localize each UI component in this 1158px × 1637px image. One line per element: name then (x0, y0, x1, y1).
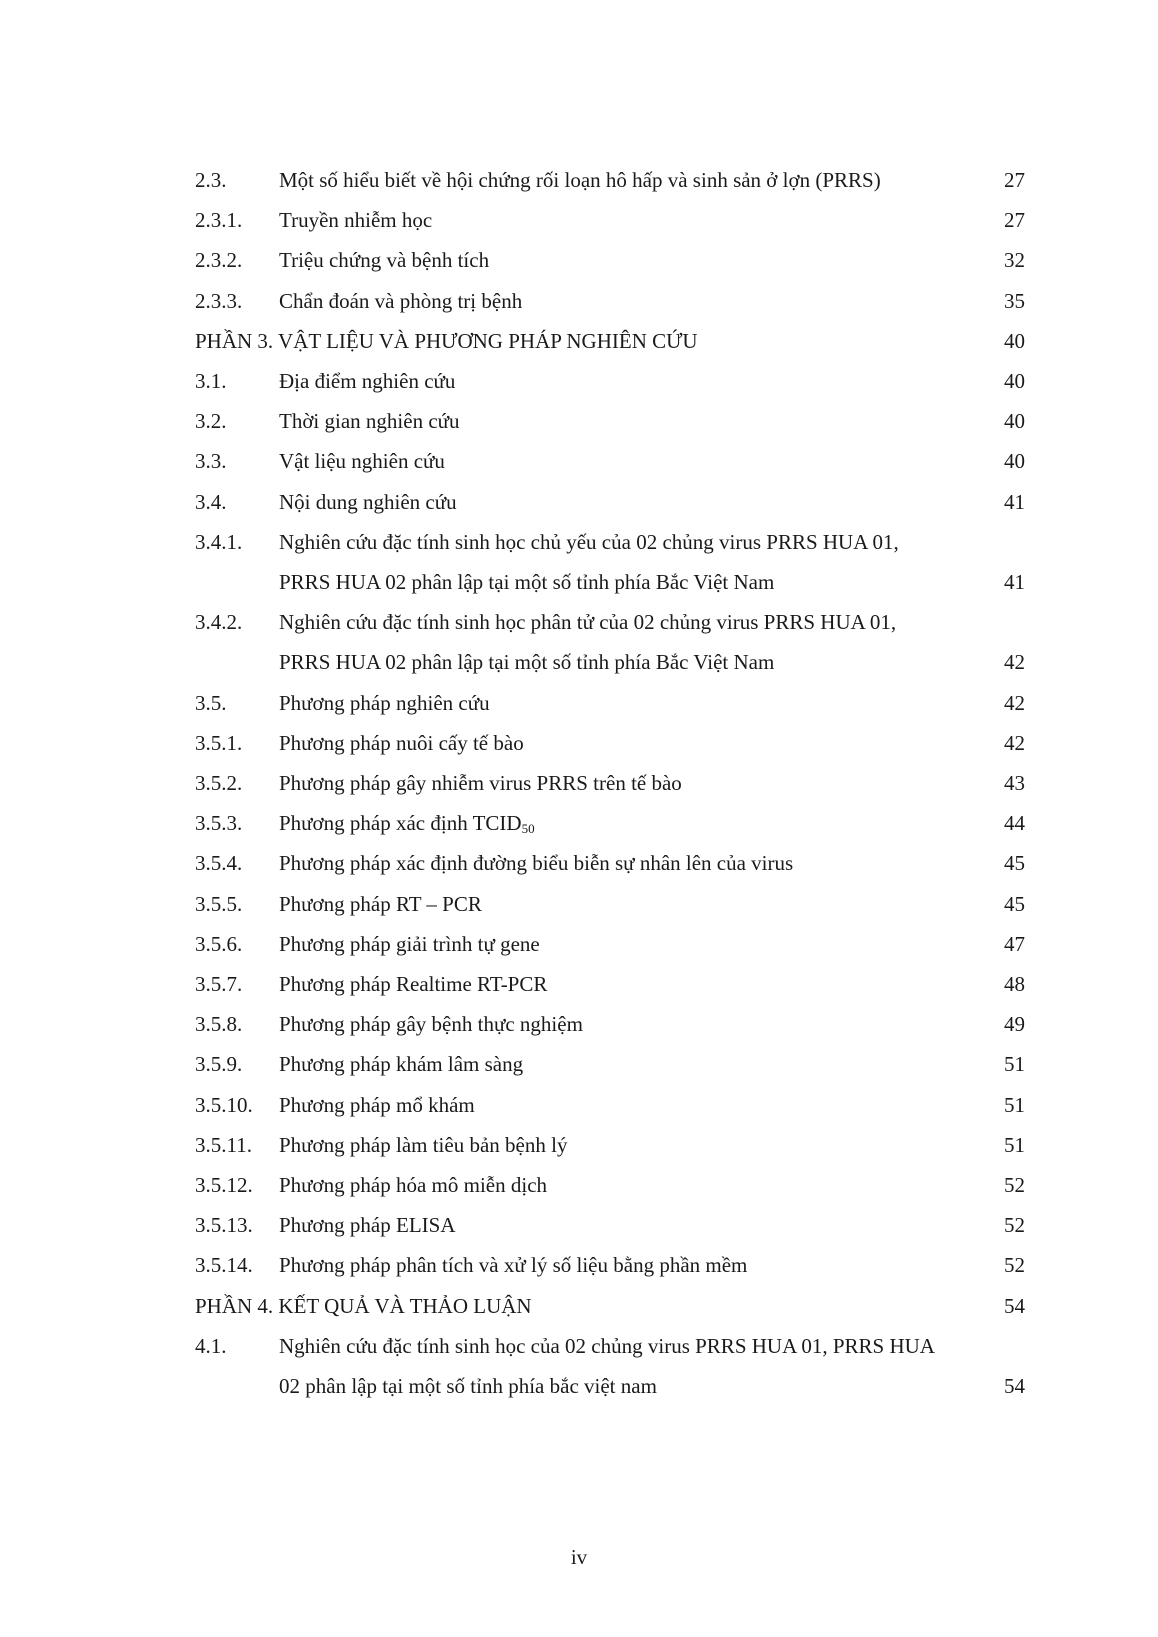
toc-entry-title: Phương pháp nuôi cấy tế bào (279, 730, 524, 755)
toc-entry[interactable] (195, 240, 1025, 280)
toc-entry-page: 35 (1004, 288, 1025, 313)
toc-entry[interactable] (195, 723, 1025, 763)
toc-entry[interactable] (195, 522, 1025, 602)
toc-entry-page: 42 (1004, 730, 1025, 755)
toc-entry-page: 40 (1004, 449, 1025, 474)
toc-entry-title: Phương pháp làm tiêu bản bệnh lý (279, 1132, 568, 1157)
toc-entry-page: 51 (1004, 1132, 1025, 1157)
toc-entry-title-subscript: 50 (521, 821, 535, 837)
toc-entry-number: 3.4. (195, 489, 227, 514)
toc-entry[interactable] (195, 683, 1025, 723)
toc-entry[interactable] (195, 924, 1025, 964)
toc-entry-title-text: Phương pháp xác định TCID (279, 811, 522, 836)
toc-entry-page: 41 (1004, 570, 1025, 595)
toc-entry-title: PHẦN 4. KẾT QUẢ VÀ THẢO LUẬN (195, 1293, 532, 1318)
toc-entry-page: 49 (1004, 1012, 1025, 1037)
toc-entry-title: Phương pháp RT – PCR (279, 891, 482, 916)
toc-part-heading[interactable] (195, 321, 1025, 361)
toc-entry[interactable] (195, 160, 1025, 200)
toc-entry[interactable] (195, 1326, 1025, 1406)
toc-entry-number: 3.5.14. (195, 1253, 253, 1278)
toc-entry-title: Phương pháp gây bệnh thực nghiệm (279, 1012, 583, 1037)
toc-entry-number: 3.3. (195, 449, 227, 474)
toc-entry-title: Nội dung nghiên cứu (279, 489, 457, 514)
toc-entry-page: 45 (1004, 891, 1025, 916)
toc-entry-title: Triệu chứng và bệnh tích (279, 248, 490, 273)
toc-entry-title: Vật liệu nghiên cứu (279, 449, 445, 474)
toc-entry-title: Phương pháp Realtime RT-PCR (279, 972, 548, 997)
toc-entry-number: 3.5.8. (195, 1012, 243, 1037)
toc-entry-number: 3.5.13. (195, 1213, 253, 1238)
toc-entry-page: 42 (1004, 650, 1025, 675)
toc-entry[interactable] (195, 401, 1025, 441)
toc-entry-page: 52 (1004, 1213, 1025, 1238)
toc-entry-title: Phương pháp hóa mô miễn dịch (279, 1173, 548, 1198)
toc-entry[interactable] (195, 1125, 1025, 1165)
toc-entry-page: 52 (1004, 1173, 1025, 1198)
toc-entry-page: 42 (1004, 690, 1025, 715)
toc-entry-page: 27 (1004, 168, 1025, 192)
toc-entry-page: 40 (1004, 328, 1025, 353)
toc-entry-page: 47 (1004, 931, 1025, 956)
toc-entry-title: Phương pháp giải trình tự gene (279, 931, 540, 956)
toc-entry-title: Một số hiểu biết về hội chứng rối loạn hô hấp và sinh sản ở lợn (PRRS) (279, 168, 881, 192)
toc-entry-number: 2.3. (195, 168, 227, 192)
toc-entry-number: 3.5.7. (195, 972, 243, 997)
toc-entry-page: 40 (1004, 369, 1025, 394)
toc-entry[interactable] (195, 1245, 1025, 1285)
toc-entry[interactable] (195, 1004, 1025, 1044)
toc-part-heading[interactable] (195, 1286, 1025, 1326)
toc-entry[interactable] (195, 1044, 1025, 1084)
toc-entry-title: Phương pháp ELISA (279, 1213, 456, 1238)
toc-entry[interactable] (195, 1165, 1025, 1205)
toc-entry-page: 43 (1004, 771, 1025, 796)
toc-entry-number: 3.4.2. (195, 610, 243, 635)
toc-entry[interactable] (195, 964, 1025, 1004)
toc-entry-number: 2.3.3. (195, 288, 243, 313)
toc-entry-page: 54 (1004, 1293, 1025, 1318)
toc-entry-title (279, 803, 985, 843)
table-of-contents (195, 160, 1025, 1406)
toc-entry-title: Phương pháp xác định đường biểu biễn sự nhân lên của virus (279, 851, 794, 876)
toc-entry-number: 2.3.1. (195, 208, 243, 233)
toc-entry-title: Nghiên cứu đặc tính sinh học của 02 chủng virus PRRS HUA 01, PRRS HUA 02 phân lập tại một số tỉnh phía bắc việt nam (279, 1333, 934, 1399)
toc-entry-title: Chẩn đoán và phòng trị bệnh (279, 288, 523, 313)
toc-entry[interactable] (195, 281, 1025, 321)
toc-entry-number: 3.5.6. (195, 931, 243, 956)
toc-entry-number: 4.1. (195, 1333, 227, 1358)
toc-entry-number: 3.5.5. (195, 891, 243, 916)
toc-entry-page: 44 (1004, 811, 1025, 836)
toc-entry-page: 45 (1004, 851, 1025, 876)
toc-entry-page: 41 (1004, 489, 1025, 514)
toc-entry-page: 32 (1004, 248, 1025, 273)
page-number: iv (570, 1545, 588, 1569)
toc-entry[interactable] (195, 1205, 1025, 1245)
toc-entry-number: 3.5.11. (195, 1132, 252, 1157)
toc-entry-title: Nghiên cứu đặc tính sinh học phân tử của 02 chủng virus PRRS HUA 01, PRRS HUA 02 phân lập tại một số tỉnh phía Bắc Việt Nam (279, 610, 897, 675)
toc-entry-page: 54 (1004, 1374, 1025, 1399)
toc-entry-number: 3.2. (195, 409, 227, 434)
toc-entry[interactable] (195, 803, 1025, 843)
toc-entry-number: 3.1. (195, 369, 227, 394)
toc-entry[interactable] (195, 441, 1025, 481)
toc-entry-title: PHẦN 3. VẬT LIỆU VÀ PHƯƠNG PHÁP NGHIÊN CỨU (195, 328, 698, 353)
toc-entry-number: 3.5.4. (195, 851, 243, 876)
toc-entry-number: 2.3.2. (195, 248, 243, 273)
toc-entry-number: 3.4.1. (195, 529, 243, 554)
toc-entry-title: Phương pháp gây nhiễm virus PRRS trên tế bào (279, 771, 682, 796)
toc-entry-number: 3.5.12. (195, 1173, 253, 1198)
toc-entry[interactable] (195, 763, 1025, 803)
toc-entry[interactable] (195, 602, 1025, 682)
toc-entry-page: 51 (1004, 1052, 1025, 1077)
toc-entry[interactable] (195, 843, 1025, 883)
toc-entry-number: 3.5.1. (195, 730, 243, 755)
toc-entry-title: Phương pháp khám lâm sàng (279, 1052, 524, 1077)
toc-entry[interactable] (195, 884, 1025, 924)
toc-entry-title: Phương pháp nghiên cứu (279, 690, 490, 715)
toc-entry-number: 3.5.3. (195, 811, 243, 836)
toc-entry-number: 3.5.9. (195, 1052, 243, 1077)
toc-entry-number: 3.5.2. (195, 771, 243, 796)
toc-entry-page: 40 (1004, 409, 1025, 434)
toc-entry-title: Truyền nhiễm học (279, 208, 433, 233)
toc-entry[interactable] (195, 482, 1025, 522)
toc-entry-page: 51 (1004, 1092, 1025, 1117)
toc-entry-title: Thời gian nghiên cứu (279, 409, 460, 434)
toc-entry-number: 3.5.10. (195, 1092, 253, 1117)
toc-entry-page: 52 (1004, 1253, 1025, 1278)
toc-entry[interactable] (195, 1085, 1025, 1125)
toc-entry-page: 48 (1004, 972, 1025, 997)
toc-entry-number: 3.5. (195, 690, 227, 715)
toc-entry-title: Địa điểm nghiên cứu (279, 369, 456, 394)
toc-entry[interactable] (195, 361, 1025, 401)
toc-entry-title: Phương pháp phân tích và xử lý số liệu bằng phần mềm (279, 1253, 748, 1278)
toc-entry[interactable] (195, 200, 1025, 240)
toc-entry-page: 27 (1004, 208, 1025, 233)
toc-entry-title: Phương pháp mổ khám (279, 1092, 475, 1117)
toc-entry-title: Nghiên cứu đặc tính sinh học chủ yếu của 02 chủng virus PRRS HUA 01, PRRS HUA 02 phân lập tại một số tỉnh phía Bắc Việt Nam (279, 529, 899, 595)
